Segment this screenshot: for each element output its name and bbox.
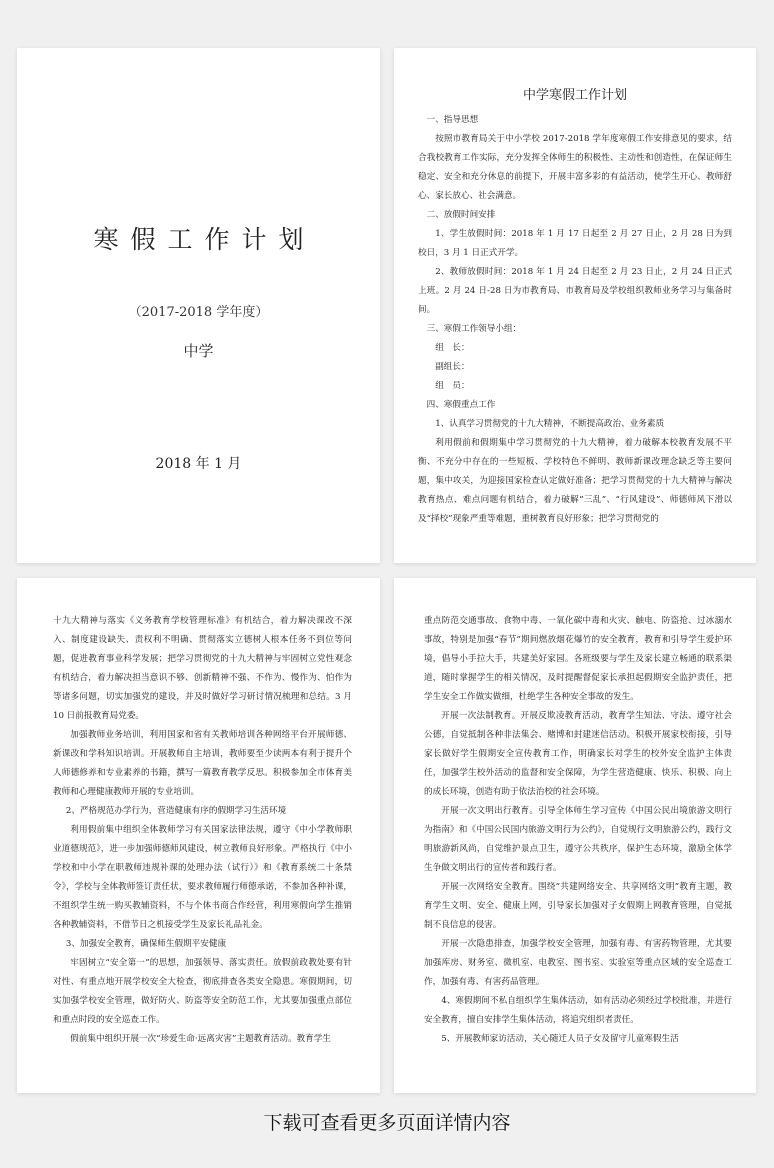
document-page-3	[394, 578, 756, 1093]
download-more-prompt[interactable]: 下载可查看更多页面详情内容	[263, 1112, 511, 1134]
cover-title: 寒假工作计划	[93, 225, 316, 254]
section-heading: 一、指导思想	[426, 115, 479, 125]
paragraph: 组 长：	[435, 343, 470, 353]
paragraph: 组 员：	[435, 381, 470, 391]
paragraph: 重点防范交通事故、食物中毒、一氧化碳中毒和火灾、触电、防盗抢、过冰溺水事故，特别是加强“春节”期间燃放烟花爆竹的安全教育，教育和引导学生爱护环境，倡导小手拉大手，共建美好家园。各班级要与学生及家长建立畅通的联系渠道，随时掌握学生的相关情况，及时提醒督促家长承担起假期安全监护责任，把学生安全工作做实做细，杜绝学生各种安全事故的发生。	[424, 616, 732, 702]
paragraph: 开展一次隐患排查，加强学校安全管理，加强有毒、有害药物管理，尤其要加强库房、财务室、微机室、电教室、图书室、实验室等重点区域的安全巡查工作，加强有毒、有害药品管理。	[424, 939, 732, 987]
page-body	[53, 612, 352, 1049]
paragraph: 按照市教育局关于中小学校 2017-2018 学年度寒假工作安排意见的要求，结合我校教育工作实际，充分发挥全体师生的积极性、主动性和创造性，在保证师生稳定、安全和充分休息的前提下，开展丰富多彩的有益活动，使学生开心、教师舒心、家长放心、社会满意。	[418, 134, 732, 201]
paragraph: 开展一次法制教育。开展反欺凌教育活动，教育学生知法、守法、遵守社会公德，自觉抵制各种非法集会、赌博和封建迷信活动。积极开展家校衔接，引导家长做好学生假期安全宣传教育工作，明确家长对学生的校外安全监护主体责任，加强学生校外活动的监督和安全保障，为学生营造健康、快乐、积极、向上的成长环境，创造有助于依法治校的社会环境。	[424, 711, 732, 797]
paragraph: 开展一次网络安全教育。围绕“共建网络安全、共享网络文明”教育主题，教育学生文明、安全、健康上网，引导家长加强对子女假期上网教育管理，自觉抵制不良信息的侵害。	[424, 882, 732, 930]
paragraph: 加强教师业务培训，利用国家和省有关教师培训各种网络平台开展师德、新课改和学科知识培训。开展教师自主培训，教师要至少读两本有利于提升个人师德修养和专业素养的书籍，撰写一篇教育教学反思。积极参加全市体育美教师和心理健康教师开展的专业培训。	[53, 730, 352, 797]
document-page-1	[394, 48, 756, 563]
paragraph: 5、开展教师家访活动，关心随迁人员子女及留守儿童寒假生活	[441, 1034, 679, 1044]
page-body	[424, 612, 732, 1049]
section-heading: 二、放假时间安排	[426, 210, 496, 220]
page-body	[418, 111, 732, 529]
paragraph: 2、教师放假时间：2018 年 1 月 24 日起至 2 月 23 日止，2 月 24 日正式上班。2 月 24 日-28 日为市教育局、市教育局及学校组织教师业务学习与集备时间。	[418, 267, 732, 315]
paragraph: 4、寒假期间不私自组织学生集体活动，如有活动必须经过学校批准，并进行安全教育，擅自安排学生集体活动，将追究组织者责任。	[424, 996, 732, 1025]
document-page-2	[17, 578, 380, 1093]
cover-page	[17, 48, 380, 563]
paragraph: 3、加强安全教育，确保师生假期平安健康	[65, 939, 227, 949]
paragraph: 十九大精神与落实《义务教育学校管理标准》有机结合，着力解决课改不深入、制度建设缺失、责权利不明确、贯彻落实立德树人根本任务不到位等问题，促进教育事业科学发展；把学习贯彻党的十九大精神与牢固树立党性观念有机结合，着力解决担当意识不够、创新精神不强、不作为、慢作为、怕作为等诸多问题，切实加强党的建设，并及时做好学习研讨情况梳理和总结。3 月 10 日前报教育局党委。	[53, 616, 352, 721]
paragraph: 利用假前集中组织全体教师学习有关国家法律法规，遵守《中小学教师职业道德规范》，进一步加强师德师风建设，树立教师良好形象。严格执行《中小学校和中小学在职教师违规补课的处理办法（试行）》和《教育系统二十条禁令》，学校与全体教师签订责任状，要求教师履行师德承诺，不参加各种补课，不组织学生统一购买教辅资料，不与个体书商合作经营，利用寒假向学生推销各种教辅资料，不借节日之机接受学生及家长礼品礼金。	[53, 825, 352, 930]
cover-school-name: 中学	[183, 342, 214, 360]
paragraph: 2、严格规范办学行为，营造健康有序的假期学习生活环境	[65, 806, 287, 816]
paragraph: 副组长：	[435, 362, 470, 372]
paragraph: 利用假前和假期集中学习贯彻党的十九大精神，着力破解本校教育发展不平衡、不充分中存在的一些短板、学校特色不鲜明、教师新课改理念缺乏等主要问题，集中攻关，为迎接国家检查认定做好准备；把学习贯彻党的十九大精神与解决教育热点、难点问题有机结合，着力破解“三乱”、“行风建设”、师德师风下滑以及“择校”现象严重等难题，重树教育良好形象；把学习贯彻党的	[418, 438, 732, 524]
paragraph: 1、学生放假时间：2018 年 1 月 17 日起至 2 月 27 日止，2 月 28 日为到校日，3 月 1 日正式开学。	[418, 229, 732, 258]
cover-date: 2018 年 1 月	[155, 456, 242, 472]
cover-academic-year: （2017-2018 学年度）	[128, 305, 269, 320]
paragraph: 1、认真学习贯彻党的十九大精神，不断提高政治、业务素质	[435, 419, 665, 429]
paragraph: 假前集中组织开展一次“珍爱生命·远离灾害”主题教育活动。教育学生	[70, 1034, 331, 1044]
paragraph: 牢固树立“安全第一”的思想，加强领导、落实责任。放假前政教处要有针对性、有重点地开展学校安全大检查，彻底排查各类安全隐患。寒假期间，切实加强学校安全管理，做好防火、防盗等安全防范工作，尤其要加强重点部位和重点时段的安全巡查工作。	[53, 958, 352, 1025]
document-title: 中学寒假工作计划	[522, 88, 627, 103]
section-heading: 三、寒假工作领导小组：	[426, 324, 522, 334]
paragraph: 开展一次文明出行教育。引导全体师生学习宣传《中国公民出境旅游文明行为指南》和《中国公民国内旅游文明行为公约》，自觉规行文明旅游公约，践行文明旅游新风尚，自觉维护景点卫生，遵守公共秩序，保护生态环境，激励全体学生争做文明出行的宣传者和践行者。	[424, 806, 732, 873]
section-heading: 四、寒假重点工作	[426, 400, 496, 410]
